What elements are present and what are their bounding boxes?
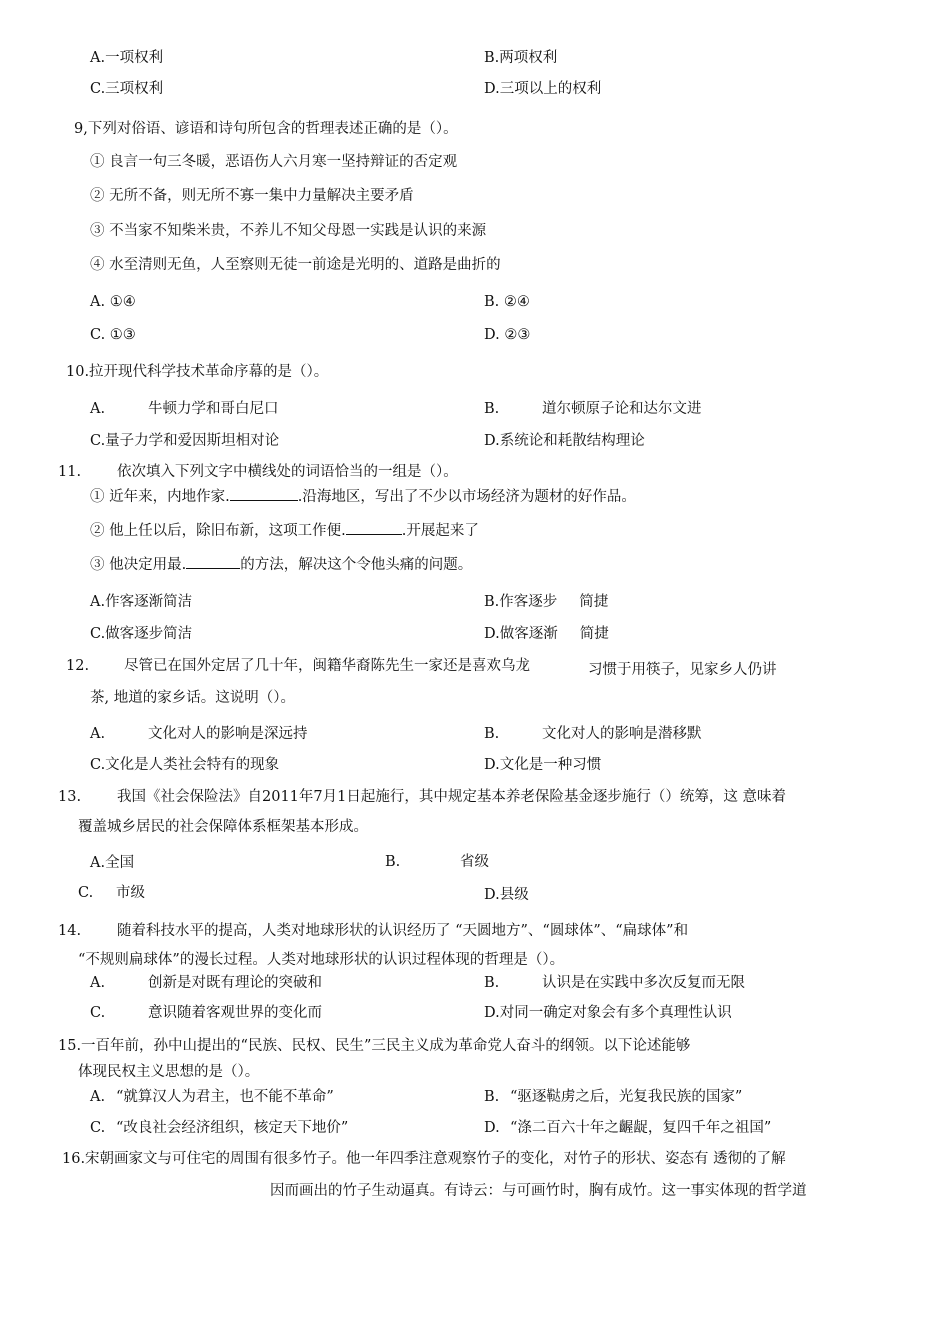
q15-option-a-text: “就算汉人为君主，也不能不革命” xyxy=(116,1089,334,1105)
q12-number: 12. xyxy=(66,658,90,674)
q14-option-a-label: A. xyxy=(90,975,106,991)
q9-statement-3: ③ 不当家不知柴米贵，不养儿不知父母恩一实践是认识的来源 xyxy=(90,223,487,239)
q12-option-c: C.文化是人类社会特有的现象 xyxy=(90,757,280,773)
q11-sentence-2: ② 他上任以后，除旧布新，这项工作便. .开展起来了 xyxy=(90,523,479,539)
q15-option-d-label: D. xyxy=(484,1120,500,1136)
q15-stem-line1: 15.一百年前，孙中山提出的“民族、民权、民生”三民主义成为革命党人奋斗的纲领。以下论述能够 xyxy=(58,1038,691,1054)
q15-option-c-label: C. xyxy=(90,1120,106,1136)
q12-option-a-label: A. xyxy=(90,726,106,742)
q13-option-c-label: C. xyxy=(78,885,94,901)
q12-option-b-label: B. xyxy=(484,726,500,742)
q11-stem: 依次填入下列文字中横线处的词语恰当的一组是（）。 xyxy=(117,464,458,480)
q12-stem-line1b: 习惯于用筷子，见家乡人仍讲 xyxy=(588,662,777,678)
q9-statement-1: ① 良言一句三冬暖，恶语伤人六月寒一坚持辩证的否定观 xyxy=(90,154,458,170)
q11-option-c: C.做客逐步简洁 xyxy=(90,626,193,642)
q10-option-a-label: A. xyxy=(90,401,106,417)
q14-stem-line2: “不规则扁球体”的漫长过程。人类对地球形状的认识过程体现的哲理是（）。 xyxy=(78,952,565,968)
q12-stem-line1: 尽管已在国外定居了几十年，闽籍华裔陈先生一家还是喜欢乌龙 xyxy=(124,658,530,674)
q9-statement-4: ④ 水至清则无鱼，人至察则无徒一前途是光明的、道路是曲折的 xyxy=(90,257,501,273)
q12-option-a-text: 文化对人的影响是深远持 xyxy=(148,726,308,742)
q15-option-d-text: “涤二百六十年之齷龊，复四千年之祖国” xyxy=(510,1120,772,1136)
q11-option-a: A.作客逐渐简洁 xyxy=(90,594,193,610)
q9-option-d: D. ②③ xyxy=(484,327,531,343)
q12-option-d: D.文化是一种习惯 xyxy=(484,757,602,773)
q10-stem: 10.拉开现代科学技术革命序幕的是（）。 xyxy=(66,364,329,380)
q15-stem-line2: 体现民权主义思想的是（）。 xyxy=(78,1064,260,1080)
q8-option-c: C.三项权利 xyxy=(90,81,164,97)
q12-stem-line2: 茶, 地道的家乡话。这说明（）。 xyxy=(90,690,295,706)
q13-option-c-text: 市级 xyxy=(116,885,145,901)
q13-stem-line1: 我国《社会保险法》自2011年7月1日起施行，其中规定基本养老保险基金逐步施行（）统筹，这 意味着 xyxy=(117,789,786,805)
q14-option-d: D.对同一确定对象会有多个真理性认识 xyxy=(484,1005,732,1021)
q8-option-a: A.一项权利 xyxy=(90,50,164,66)
q14-option-c-text: 意识随着客观世界的变化而 xyxy=(148,1005,322,1021)
q11-blank-2 xyxy=(346,521,402,535)
q12-option-b-text: 文化对人的影响是潜移默 xyxy=(542,726,702,742)
q15-option-a-label: A. xyxy=(90,1089,106,1105)
q11-sentence-3: ③ 他决定用最. 的方法，解决这个令他头痛的问题。 xyxy=(90,557,473,573)
q10-option-c: C.量子力学和爱因斯坦相对论 xyxy=(90,433,280,449)
q11-number: 11. xyxy=(58,464,82,480)
q11-option-b: B.作客逐步 简捷 xyxy=(484,594,609,610)
q9-option-b: B. ②④ xyxy=(484,294,530,310)
q9-option-a: A. ①④ xyxy=(90,294,136,310)
q15-option-b-text: “驱逐鞑虏之后，光复我民族的国家” xyxy=(510,1089,743,1105)
q14-number: 14. xyxy=(58,923,82,939)
q10-option-a-text: 牛顿力学和哥白尼口 xyxy=(148,401,279,417)
q11-blank-3 xyxy=(186,555,240,569)
q11-blank-1 xyxy=(230,487,298,501)
q14-option-c-label: C. xyxy=(90,1005,106,1021)
q13-stem-line2: 覆盖城乡居民的社会保障体系框架基本形成。 xyxy=(78,819,368,835)
q14-stem-line1: 随着科技水平的提高，人类对地球形状的认识经历了 “天圆地方”、“圆球体”、“扁球体”和 xyxy=(117,923,689,939)
q14-option-b-text: 认识是在实践中多次反复而无限 xyxy=(542,975,745,991)
q9-stem: 9,下列对俗语、谚语和诗句所包含的哲理表述正确的是（）。 xyxy=(74,121,458,137)
q13-option-b-text: 省级 xyxy=(460,854,489,870)
q10-option-d: D.系统论和耗散结构理论 xyxy=(484,433,645,449)
q11-sentence-1: ① 近年来，内地作家. .沿海地区，写出了不少以市场经济为题材的好作品。 xyxy=(90,489,636,505)
q14-option-a-text: 创新是对既有理论的突破和 xyxy=(148,975,322,991)
q13-option-d: D.县级 xyxy=(484,887,529,903)
q13-option-b-label: B. xyxy=(385,854,401,870)
q15-option-c-text: “改良社会经济组织，核定天下地价” xyxy=(116,1120,349,1136)
q9-statement-2: ② 无所不备，则无所不寡一集中力量解决主要矛盾 xyxy=(90,188,414,204)
q10-option-b-label: B. xyxy=(484,401,500,417)
q14-option-b-label: B. xyxy=(484,975,500,991)
q16-stem-line1: 16.宋朝画家文与可住宅的周围有很多竹子。他一年四季注意观察竹子的变化，对竹子的形状、姿态有 透彻的了解 xyxy=(62,1151,786,1167)
q8-option-d: D.三项以上的权利 xyxy=(484,81,602,97)
q13-number: 13. xyxy=(58,789,82,805)
q9-option-c: C. ①③ xyxy=(90,327,136,343)
q11-option-d: D.做客逐渐 简捷 xyxy=(484,626,609,642)
q8-option-b: B.两项权利 xyxy=(484,50,558,66)
q13-option-a: A.全国 xyxy=(90,855,135,871)
q10-option-b-text: 道尔顿原子论和达尔文进 xyxy=(542,401,702,417)
q16-stem-line2: 因而画出的竹子生动逼真。有诗云：与可画竹时，胸有成竹。这一事实体现的哲学道 xyxy=(270,1183,807,1199)
q15-option-b-label: B. xyxy=(484,1089,500,1105)
